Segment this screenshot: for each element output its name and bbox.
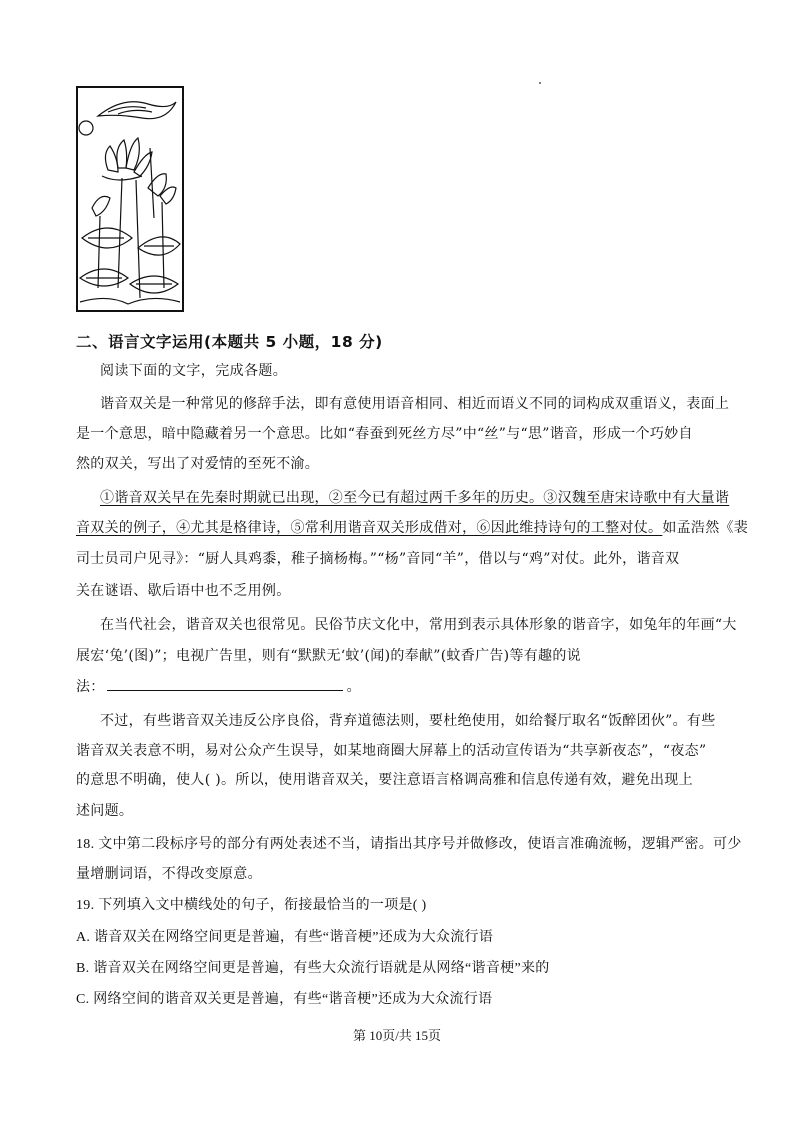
underlined-segment: 音双关的例子，④尤其是格律诗，⑤常利用谐音双关形成借对，⑥因此维持诗句的工整对仗。 [76, 520, 663, 536]
fill-in-blank[interactable] [107, 676, 343, 691]
question-19: 19. 下列填入文中横线处的句子，衔接最恰当的一项是( ) [76, 898, 427, 913]
passage-line: 司士员司户见寻》：“厨人具鸡黍，稚子摘杨梅。”“杨”音同“羊”，借以与“鸡”对仗。此外，谐音双 [76, 551, 680, 567]
passage-line: 谐音双关是一种常见的修辞手法，即有意使用语音相同、相近而语义不同的词构成双重语义，表面上 [100, 396, 730, 412]
lotus-drawing [78, 88, 182, 310]
passage-line: 展宏‘兔’(图)”；电视广告里，则有“默默无‘蚊’(闻)的奉献”(蚊香广告)等有趣的说 [76, 648, 581, 664]
passage-line: 谐音双关表意不明，易对公众产生误导，如某地商圈大屏幕上的活动宣传语为“共享新夜态”，“夜态” [76, 743, 707, 759]
passage-line: 不过，有些谐音双关违反公序良俗，背弃道德法则，要杜绝使用，如给餐厅取名“饭醉团伙”。有些 [100, 713, 716, 729]
line-prefix: 法： [76, 679, 105, 695]
passage-line: 是一个意思，暗中隐藏着另一个意思。比如“春蚕到死丝方尽”中“丝”与“思”谐音，形成一个巧妙自 [76, 426, 693, 442]
passage-line [76, 676, 722, 696]
section-title: 二、语言文字运用(本题共 5 小题，18 分) [76, 333, 383, 351]
passage-line: 述问题。 [76, 803, 134, 819]
reading-instruction: 阅读下面的文字，完成各题。 [100, 363, 288, 379]
question-18: 18. 文中第二段标序号的部分有两处表述不当，请指出其序号并做修改，使语言准确流畅，逻辑严密。可少 [76, 837, 742, 852]
passage-line: 关在谜语、歇后语中也不乏用例。 [76, 583, 291, 599]
line-suffix: 。 [346, 679, 361, 695]
passage-underlined-line: ①谐音双关早在先秦时期就已出现，②至今已有超过两千多年的历史。③汉魏至唐宋诗歌中有大量谐 [100, 490, 730, 506]
passage-line: 的意思不明确，使人( )。所以，使用谐音双关，要注意语言格调高雅和信息传递有效，避免出现上 [76, 772, 693, 788]
passage-line: 然的双关，写出了对爱情的至死不渝。 [76, 456, 320, 472]
line-tail: 如孟浩然《裴 [662, 520, 749, 536]
option-c: C. 网络空间的谐音双关更是普遍，有些“谐音梗”还成为大众流行语 [76, 992, 493, 1007]
lotus-illustration [76, 86, 184, 312]
page-footer: 第 10页/共 15页 [352, 1028, 442, 1043]
option-b: B. 谐音双关在网络空间更是普遍，有些大众流行语就是从网络“谐音梗”来的 [76, 961, 550, 976]
passage-line [76, 517, 749, 537]
question-18-cont: 量增删词语，不得改变原意。 [76, 867, 262, 882]
passage-line: 在当代社会，谐音双关也很常见。民俗节庆文化中，常用到表示具体形象的谐音字，如兔年的年画“大 [100, 617, 737, 633]
option-a: A. 谐音双关在网络空间更是普遍，有些“谐音梗”还成为大众流行语 [76, 930, 494, 945]
stray-dot [539, 82, 541, 84]
